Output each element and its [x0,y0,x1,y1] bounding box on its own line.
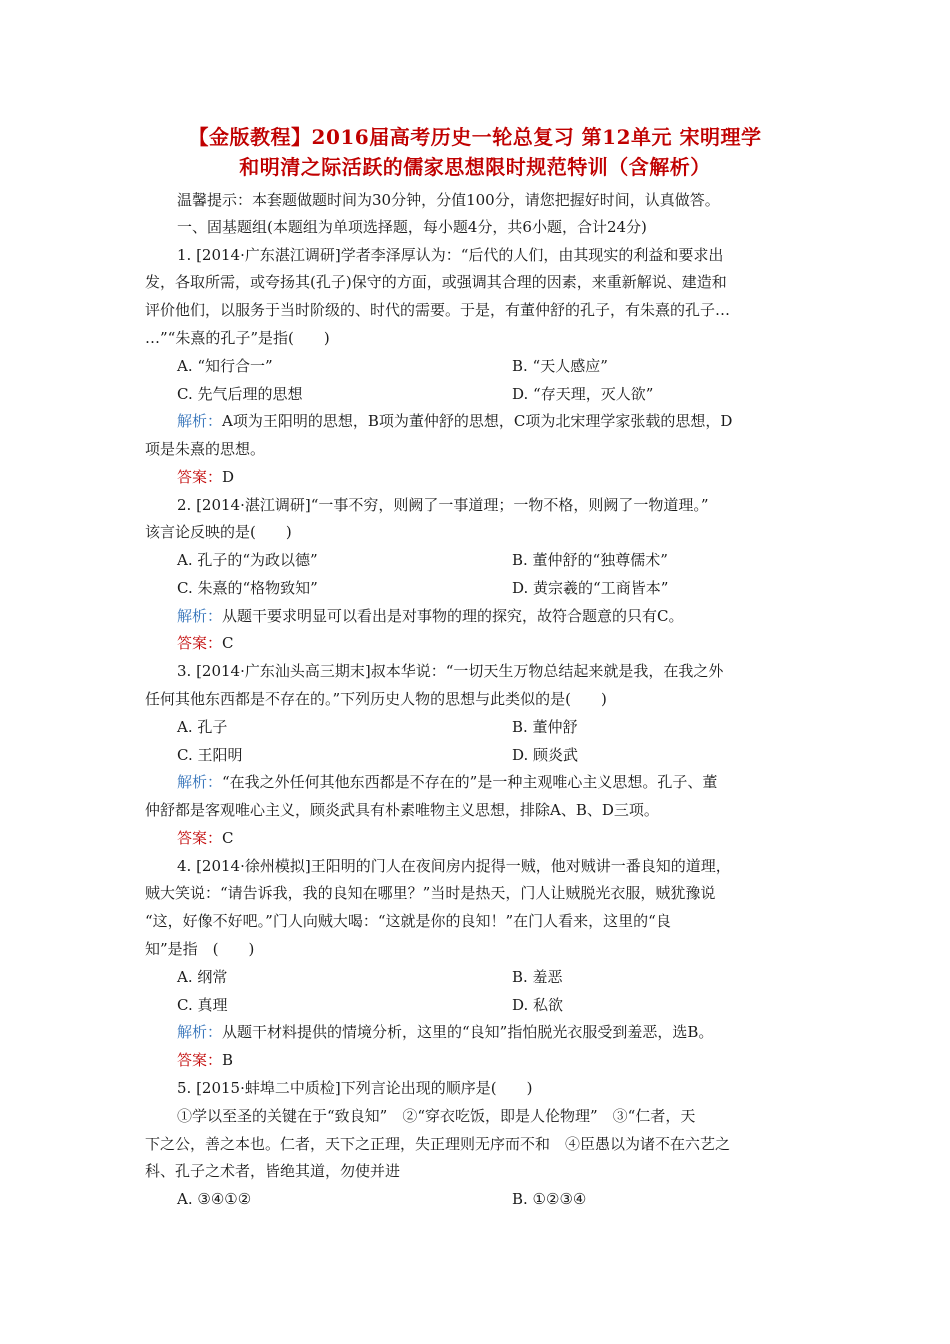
answer-label: 答案： [177,468,223,486]
answer-value: C [222,829,234,847]
section-heading: 一、固基题组(本题组为单项选择题，每小题4分，共6小题，合计24分) [177,218,647,236]
q4-answer [177,1049,810,1071]
q2-option-d: D. 黄宗羲的“工商皆本” [512,579,669,597]
q4-stem-line1: 4. [2014·徐州模拟]王阳明的门人在夜间房内捉得一贼，他对贼讲一番良知的道理， [177,857,731,875]
analysis-text: A项为王阳明的思想，B项为董仲舒的思想，C项为北宋理学家张载的思想，D [222,412,733,430]
q5-stem-line2: ①学以至圣的关键在于“致良知” ②“穿衣吃饭，即是人伦物理” ③“仁者，天 [177,1107,696,1125]
q4-stem-line2: 贼大笑说：“请告诉我，我的良知在哪里？”当时是热天，门人让贼脱光衣服，贼犹豫说 [145,884,716,902]
q3-option-c: C. 王阳明 [177,746,243,764]
q1-stem-line4: …”“朱熹的孔子”是指( ) [145,329,330,347]
analysis-text: 从题干材料提供的情境分析，这里的“良知”指怕脱光衣服受到羞恶，选B。 [222,1023,714,1041]
q3-stem-line2: 任何其他东西都是不存在的。”下列历史人物的思想与此类似的是( ) [145,690,607,708]
q2-stem-line2: 该言论反映的是( ) [145,523,292,541]
q3-answer [177,827,810,849]
answer-value: B [222,1051,234,1069]
q1-answer [177,466,810,488]
q1-option-c: C. 先气后理的思想 [177,385,303,403]
q5-stem-line1: 5. [2015·蚌埠二中质检]下列言论出现的顺序是( ) [177,1079,533,1097]
q1-stem-line3: 评价他们，以服务于当时阶级的、时代的需要。于是，有董仲舒的孔子，有朱熹的孔子… [145,301,731,319]
q1-option-d: D. “存天理，灭人欲” [512,385,654,403]
q3-analysis-line1 [177,771,810,793]
q4-stem-line4: 知”是指 ( ) [145,940,255,958]
q1-analysis-line1 [177,410,810,432]
answer-value: C [222,634,234,652]
q1-stem-line2: 发，各取所需，或夸扬其(孔子)保守的方面，或强调其合理的因素，来重新解说、建造和 [145,273,727,291]
q1-option-b: B. “天人感应” [512,357,608,375]
document-title-line2: 和明清之际活跃的儒家思想限时规范特训（含解析） [239,155,711,179]
q2-analysis-line1 [177,605,810,627]
answer-label: 答案： [177,829,223,847]
analysis-label: 解析： [177,1023,223,1041]
analysis-label: 解析： [177,607,223,625]
q3-option-d: D. 顾炎武 [512,746,579,764]
q4-stem-line3: “这，好像不好吧。”门人向贼大喝：“这就是你的良知！”在门人看来，这里的“良 [145,912,671,930]
analysis-label: 解析： [177,412,223,430]
q2-option-b: B. 董仲舒的“独尊儒术” [512,551,668,569]
q4-option-c: C. 真理 [177,996,228,1014]
q4-option-d: D. 私欲 [512,996,564,1014]
analysis-text: “在我之外任何其他东西都是不存在的”是一种主观唯心主义思想。孔子、董 [222,773,718,791]
q5-stem-line3: 下之公，善之本也。仁者，天下之正理，失正理则无序而不和 ④臣愚以为诸不在六艺之 [145,1135,731,1153]
q4-option-b: B. 羞恶 [512,968,563,986]
answer-value: D [222,468,235,486]
q5-stem-line4: 科、孔子之术者，皆绝其道，勿使并进 [145,1162,401,1180]
q1-analysis-line2: 项是朱熹的思想。 [145,440,266,458]
q1-stem-line1: 1. [2014·广东湛江调研]学者李泽厚认为：“后代的人们，由其现实的利益和要求出 [177,246,724,264]
q5-option-a: A. ③④①② [177,1190,252,1208]
q1-option-a: A. “知行合一” [177,357,273,375]
q3-stem-line1: 3. [2014·广东汕头高三期末]叔本华说：“一切天生万物总结起来就是我，在我之外 [177,662,724,680]
q2-option-c: C. 朱熹的“格物致知” [177,579,318,597]
q2-answer [177,632,810,654]
q3-option-b: B. 董仲舒 [512,718,578,736]
q3-analysis-line2: 仲舒都是客观唯心主义，顾炎武具有朴素唯物主义思想，排除A、B、D三项。 [145,801,659,819]
answer-label: 答案： [177,634,223,652]
q2-option-a: A. 孔子的“为政以德” [177,551,318,569]
q4-analysis-line1 [177,1021,810,1043]
q5-option-b: B. ①②③④ [512,1190,587,1208]
analysis-text: 从题干要求明显可以看出是对事物的理的探究，故符合题意的只有C。 [222,607,684,625]
document-title-line1: 【金版教程】2016届高考历史一轮总复习 第12单元 宋明理学 [188,125,762,149]
answer-label: 答案： [177,1051,223,1069]
tip-text: 温馨提示：本套题做题时间为30分钟，分值100分，请您把握好时间，认真做答。 [177,191,720,209]
q4-option-a: A. 纲常 [177,968,228,986]
q3-option-a: A. 孔子 [177,718,228,736]
analysis-label: 解析： [177,773,223,791]
q2-stem-line1: 2. [2014·湛江调研]“一事不穷，则阙了一事道理；一物不格，则阙了一物道理。” [177,496,709,514]
